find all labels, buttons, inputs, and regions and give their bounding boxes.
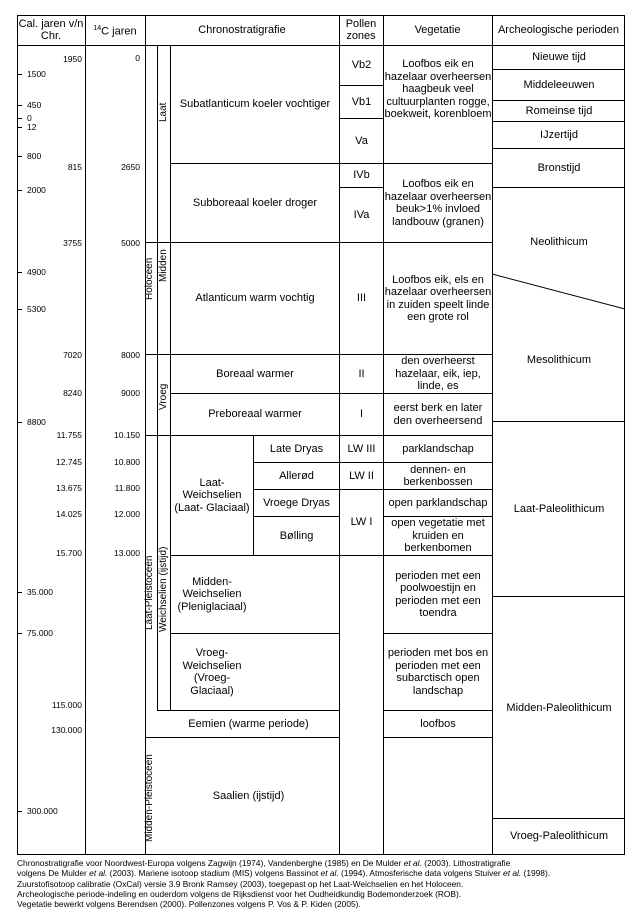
cal-right-label: 8240 bbox=[63, 388, 82, 398]
c14-label: 10.150 bbox=[114, 430, 140, 440]
tick bbox=[18, 118, 22, 119]
veg-8: open parklandschap bbox=[388, 496, 488, 509]
c14-label: 11.800 bbox=[114, 483, 140, 493]
pollen-iva: IVa bbox=[353, 208, 370, 221]
veg-10: perioden met een poolwoestijn en perioden met een toendra bbox=[395, 569, 481, 619]
tick bbox=[18, 309, 22, 310]
epoch-holoceen: Holoceen bbox=[144, 257, 155, 300]
tick bbox=[18, 811, 22, 812]
veg-6: parklandschap bbox=[402, 442, 474, 455]
veg-3: Loofbos eik, els en hazelaar overheersen in zuiden speelt linde een grote rol bbox=[384, 273, 492, 323]
arch-midden-paleolithicum: Midden-Paleolithicum bbox=[506, 701, 612, 714]
chrono-midden-weichselien: Midden- Weichselien (Pleniglaciaal) bbox=[177, 575, 247, 613]
cal-right-label: 3755 bbox=[63, 238, 82, 248]
cal-right-label: 12.745 bbox=[56, 457, 82, 467]
pollen-lw1: LW I bbox=[350, 516, 373, 529]
pollen-ii: II bbox=[358, 367, 365, 380]
c14-label: 0 bbox=[135, 53, 140, 63]
line-arch-6 bbox=[492, 421, 625, 422]
tick bbox=[18, 190, 22, 191]
veg-7: dennen- en berkenbossen bbox=[403, 463, 473, 488]
arch-ijzertijd: IJzertijd bbox=[540, 128, 578, 141]
cal-left-label: 0 bbox=[27, 113, 32, 123]
cal-right-label: 14.025 bbox=[56, 509, 82, 519]
chrono-vroeg-weichselien: Vroeg- Weichselien (Vroeg- Glaciaal) bbox=[182, 647, 242, 697]
veg-9: open vegetatie met kruiden en berkenbomen bbox=[391, 517, 485, 555]
arch-vroeg-paleolithicum: Vroeg-Paleolithicum bbox=[509, 830, 609, 843]
tick bbox=[18, 105, 22, 106]
epoch-laat: Laat bbox=[158, 102, 169, 122]
arch-mesolithicum: Mesolithicum bbox=[526, 353, 592, 366]
arch-bronstijd: Bronstijd bbox=[537, 161, 581, 174]
cal-left-label: 35.000 bbox=[27, 587, 53, 597]
c14-label: 8000 bbox=[121, 350, 140, 360]
header-cal: Cal. jaren v/n Chr. bbox=[18, 18, 84, 42]
tick bbox=[18, 272, 22, 273]
cal-left-label: 800 bbox=[27, 151, 42, 161]
line-arch-7 bbox=[492, 596, 625, 597]
arch-laat-paleolithicum: Laat-Paleolithicum bbox=[513, 502, 605, 515]
cal-left-label: 5300 bbox=[27, 304, 46, 314]
c14-label: 5000 bbox=[121, 238, 140, 248]
cal-left-label: 4900 bbox=[27, 267, 46, 277]
chrono-atlanticum: Atlanticum warm vochtig bbox=[195, 292, 315, 305]
line-arch-5 bbox=[492, 187, 625, 188]
header-chronostratigrafie: Chronostratigrafie bbox=[198, 24, 286, 36]
cal-left-label: 8800 bbox=[27, 417, 46, 427]
cal-right-label: 7020 bbox=[63, 350, 82, 360]
line-epoch-2 bbox=[145, 354, 170, 355]
line-epoch-1 bbox=[145, 242, 170, 243]
cal-right-label: 1950 bbox=[63, 54, 82, 64]
pollen-lw2: LW II bbox=[349, 469, 374, 482]
tick bbox=[18, 422, 22, 423]
cal-right-label: 815 bbox=[67, 162, 82, 172]
header-vegetatie: Vegetatie bbox=[414, 24, 461, 36]
caption: Chronostratigrafie voor Noordwest-Europa volgens Zagwijn (1974), Vandenberghe (1985) en De Mulder et al. (2003). Lithostratigrafie volgens De Mulder et al. (2003). Mariene isotoop stadium (MIS) volgens Bassinot et al. (1994). Atmosferische data volgens Stuiver et al. (1998). Zuurstofisotoop calibratie (OxCal) versie 3.9 Bronk Ramsey (2003), toegepast op het Laat-Weichselien en het Holoceen. Archeologische periode-indeling en ouderdom volgens de Rijksdienst voor het Oudheidkundig Bodemonderzoek (ROB). Vegetatie bewerkt volgens Berendsen (2000). Pollenzones volgens P. Vos & P. Kiden (2005). bbox=[17, 858, 551, 910]
veg-2: Loofbos eik en hazelaar overheersen beuk>1% invloed landbouw (granen) bbox=[384, 178, 492, 228]
arch-neolithicum: Neolithicum bbox=[530, 235, 588, 248]
cal-right-label: 15.700 bbox=[56, 548, 82, 558]
cal-left-label: 2000 bbox=[27, 185, 46, 195]
header-archeologie: Archeologische perioden bbox=[497, 24, 620, 36]
line-pollen-11 bbox=[339, 555, 383, 556]
c14-label: 9000 bbox=[121, 388, 140, 398]
chrono-subatlanticum: Subatlanticum koeler vochtiger bbox=[179, 98, 331, 111]
tick bbox=[18, 156, 22, 157]
c14-label: 13.000 bbox=[114, 548, 140, 558]
pollen-vb1: Vb1 bbox=[351, 95, 372, 108]
cal-left-label: 450 bbox=[27, 100, 42, 110]
cal-right-label: 115.000 bbox=[51, 700, 82, 710]
epoch-laat-pleistoceen: Laat-Pleistoceen bbox=[144, 555, 155, 630]
header-c14: $^{14}$C jaren bbox=[93, 24, 137, 38]
chrono-eemien: Eemien (warme periode) bbox=[188, 717, 309, 730]
chrono-allerod: Allerød bbox=[279, 469, 314, 482]
epoch-midden: Midden bbox=[158, 249, 169, 282]
chrono-bolling: Bølling bbox=[279, 529, 314, 542]
veg-5: eerst berk en later den overheersend bbox=[393, 402, 483, 427]
chrono-late-dryas: Late Dryas bbox=[269, 442, 324, 455]
pollen-va: Va bbox=[355, 134, 368, 147]
cal-right-label: 13.675 bbox=[56, 483, 82, 493]
arch-middeleeuwen: Middeleeuwen bbox=[523, 78, 595, 91]
epoch-midden-pleistoceen: Midden-Pleistoceen bbox=[144, 754, 155, 842]
c14-label: 2650 bbox=[121, 162, 140, 172]
line-veg-12 bbox=[383, 737, 492, 738]
c14-label: 10.800 bbox=[114, 457, 140, 467]
tick bbox=[18, 592, 22, 593]
epoch-weichselien: Weichselien (ijstijd) bbox=[158, 546, 169, 632]
cal-left-label: 75.000 bbox=[27, 628, 53, 638]
pollen-ivb: IVb bbox=[353, 169, 370, 182]
epoch-vroeg: Vroeg bbox=[158, 383, 169, 410]
cal-left-label: 12 bbox=[27, 122, 37, 132]
veg-4: den overheerst hazelaar, eik, iep, linde, es bbox=[395, 355, 481, 393]
cal-right-label: 11.755 bbox=[56, 430, 82, 440]
tick bbox=[18, 633, 22, 634]
arch-romeinse-tijd: Romeinse tijd bbox=[525, 104, 593, 117]
c14-label: 12.000 bbox=[114, 509, 140, 519]
pollen-iii: III bbox=[356, 292, 367, 305]
veg-11: perioden met bos en perioden met een subarctisch open landschap bbox=[387, 647, 489, 697]
chrono-laat-weichselien: Laat- Weichselien (Laat- Glaciaal) bbox=[174, 476, 250, 514]
veg-12: loofbos bbox=[420, 717, 456, 730]
chrono-vroege-dryas: Vroege Dryas bbox=[263, 496, 330, 509]
pollen-lw3: LW III bbox=[347, 442, 376, 455]
chrono-subboreaal: Subboreaal koeler droger bbox=[192, 196, 318, 209]
cal-left-label: 1500 bbox=[27, 69, 46, 79]
pollen-vb2: Vb2 bbox=[351, 59, 372, 72]
arch-nieuwe-tijd: Nieuwe tijd bbox=[532, 51, 586, 64]
header-pollen: Pollen zones bbox=[345, 18, 377, 42]
tick bbox=[18, 74, 22, 75]
cal-left-label: 300.000 bbox=[27, 806, 58, 816]
chrono-saalien: Saalien (ijstijd) bbox=[212, 789, 285, 802]
tick bbox=[18, 127, 22, 128]
pollen-i: I bbox=[359, 408, 364, 421]
chrono-preboreaal: Preboreaal warmer bbox=[208, 408, 302, 421]
chrono-boreaal: Boreaal warmer bbox=[216, 367, 294, 380]
divider-cal-c14 bbox=[85, 15, 86, 855]
cal-right-label: 130.000 bbox=[51, 725, 82, 735]
veg-1: Loofbos eik en hazelaar overheersen haagbeuk veel cultuurplanten rogge, boekweit, korenbloem bbox=[384, 58, 492, 120]
neo-meso-boundary bbox=[492, 265, 625, 313]
